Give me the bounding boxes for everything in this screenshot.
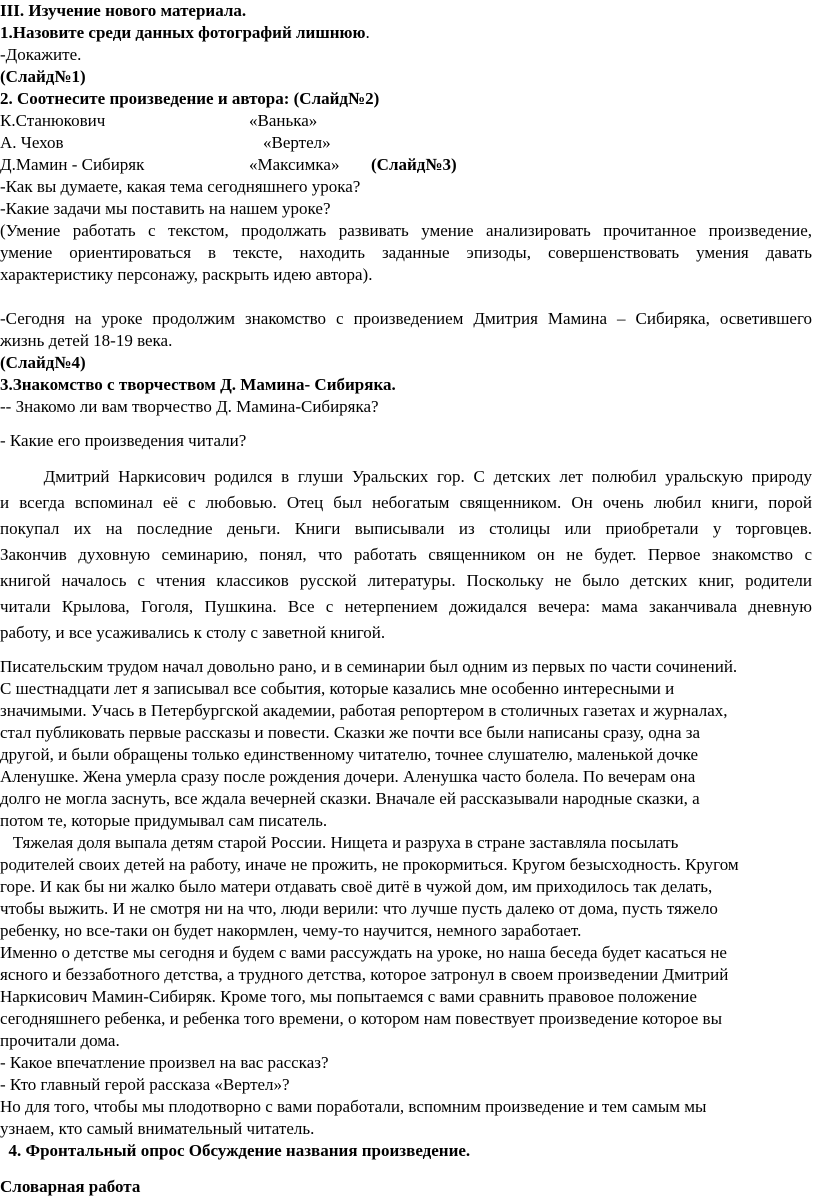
task-3: 3.Знакомство с творчеством Д. Мамина- Сибиряка. — [0, 375, 396, 394]
writing-line: чтобы выжить. И не смотря ни на что, люди верили: что лучше пусть далеко от дома, пусть тяжело — [0, 899, 718, 918]
writing-line: Аленушке. Жена умерла сразу после рождения дочери. Аленушка часто болела. По вечерам она — [0, 767, 696, 786]
question-known: -- Знакомо ли вам творчество Д. Мамина-Сибиряка? — [0, 397, 379, 416]
writing-line: Писательским трудом начал довольно рано, и в семинарии был одним из первых по части сочинений. — [0, 657, 738, 676]
match-author: А. Чехов — [0, 133, 64, 152]
bio-line: покупал их на последние деньги. Книги выписывали из столицы или приобретали у торговцев. — [0, 519, 812, 538]
today-line: жизнь детей 18-19 века. — [0, 331, 173, 350]
task-1-bold: 1.Назовите среди данных фотографий лишнюю — [0, 23, 366, 42]
goals-line: (Умение работать с текстом, продолжать развивать умение анализировать прочитанное произведение, — [0, 221, 812, 240]
writing-line: ребенку, но все-таки он будет накормлен, чему-то научится, немного заработает. — [0, 921, 582, 940]
writing-line: значимыми. Учась в Петербургской академии, работая репортером в столичных газетах и журналах, — [0, 701, 728, 720]
writing-line: другой, и были обращены только единственному читателю, точнее слушателю, маленькой дочке — [0, 745, 699, 764]
bio-line: книгой началось с чтения классиков русской литературы. Поскольку не было детских книг, родители — [0, 571, 812, 590]
writing-line: сегодняшнего ребенка, и ребенка того времени, о котором нам повествует произведение которое вы — [0, 1009, 723, 1028]
today-line: -Сегодня на уроке продолжим знакомство с произведением Дмитрия Мамина – Сибиряка, осветившего — [0, 309, 812, 328]
match-author: К.Станюкович — [0, 111, 106, 130]
match-work: «Ванька» — [249, 111, 318, 130]
task-1-rest: . — [365, 23, 370, 42]
match-row — [0, 132, 812, 154]
slide-3-label: (Слайд№3) — [371, 155, 457, 174]
question-theme: -Как вы думаете, какая тема сегодняшнего урока? — [0, 177, 361, 196]
match-work: «Вертел» — [263, 133, 331, 152]
match-author: Д.Мамин - Сибиряк — [0, 155, 145, 174]
task-1 — [0, 22, 812, 44]
writing-line: родителей своих детей на работу, иначе не прожить, не прокормиться. Кругом безысходность. Кругом — [0, 855, 739, 874]
goals-line: умение ориентироваться в тексте, находить заданные эпизоды, совершенствовать умения давать — [0, 243, 812, 262]
writing-line: Тяжелая доля выпала детям старой России. Нищета и разруха в стране заставляла посылать — [0, 833, 679, 852]
match-row — [0, 154, 812, 176]
writing-line: ясного и беззаботного детства, а трудного детства, которое затронул в своем произведении Дмитрий — [0, 965, 729, 984]
writing-line: - Кто главный герой рассказа «Вертел»? — [0, 1075, 290, 1094]
slide-1-label: (Слайд№1) — [0, 67, 86, 86]
writing-line: узнаем, кто самый внимательный читатель. — [0, 1119, 315, 1138]
writing-line: - Какое впечатление произвел на вас рассказ? — [0, 1053, 329, 1072]
writing-line: С шестнадцати лет я записывал все события, которые казались мне особенно интересными и — [0, 679, 675, 698]
section-title: III. Изучение нового материала. — [0, 1, 247, 20]
task-2: 2. Соотнесите произведение и автора: (Слайд№2) — [0, 89, 380, 108]
writing-line: стал публиковать первые рассказы и повести. Сказки же почти все были написаны сразу, одна за — [0, 723, 701, 742]
writing-line: долго не могла заснуть, все ждала вечерней сказки. Вначале ей рассказывали народные сказки, а — [0, 789, 700, 808]
goals-line: характеристику персонажу, раскрыть идею автора). — [0, 265, 373, 284]
bio-line: Дмитрий Наркисович родился в глуши Уральских гор. С детских лет полюбил уральскую природу — [0, 467, 813, 486]
writing-line: потом те, которые придумывал сам писатель. — [0, 811, 328, 830]
bio-line: читали Крылова, Гоголя, Пушкина. Все с нетерпением дожидался вечера: мама заканчивала дневную — [0, 597, 812, 616]
bio-line: Закончив духовную семинарию, понял, что работать священником он не будет. Первое знакомство с — [0, 545, 812, 564]
writing-line: Наркисович Мамин-Сибиряк. Кроме того, мы попытаемся с вами сравнить правовое положение — [0, 987, 697, 1006]
task-4: 4. Фронтальный опрос Обсуждение названия произведение. — [0, 1141, 471, 1160]
bio-line: работу, и все усаживались к столу с заветной книгой. — [0, 623, 386, 642]
writing-line: Именно о детстве мы сегодня и будем с вами рассуждать на уроке, но наша беседа будет касаться не — [0, 943, 727, 962]
slide-4-label: (Слайд№4) — [0, 353, 86, 372]
prove-line: -Докажите. — [0, 45, 82, 64]
question-tasks: -Какие задачи мы поставить на нашем уроке? — [0, 199, 331, 218]
match-row — [0, 110, 812, 132]
vocab-heading: Словарная работа — [0, 1177, 141, 1196]
question-read: - Какие его произведения читали? — [0, 431, 247, 450]
writing-line: Но для того, чтобы мы плодотворно с вами поработали, вспомним произведение и тем самым мы — [0, 1097, 707, 1116]
writing-line: горе. И как бы ни жалко было матери отдавать своё дитё в чужой дом, им приходилось так делать, — [0, 877, 713, 896]
match-work: «Максимка» — [249, 155, 340, 174]
writing-line: прочитали дома. — [0, 1031, 120, 1050]
bio-line: и всегда вспоминал её с любовью. Отец был небогатым священником. Он очень любил книги, порой — [0, 493, 812, 512]
